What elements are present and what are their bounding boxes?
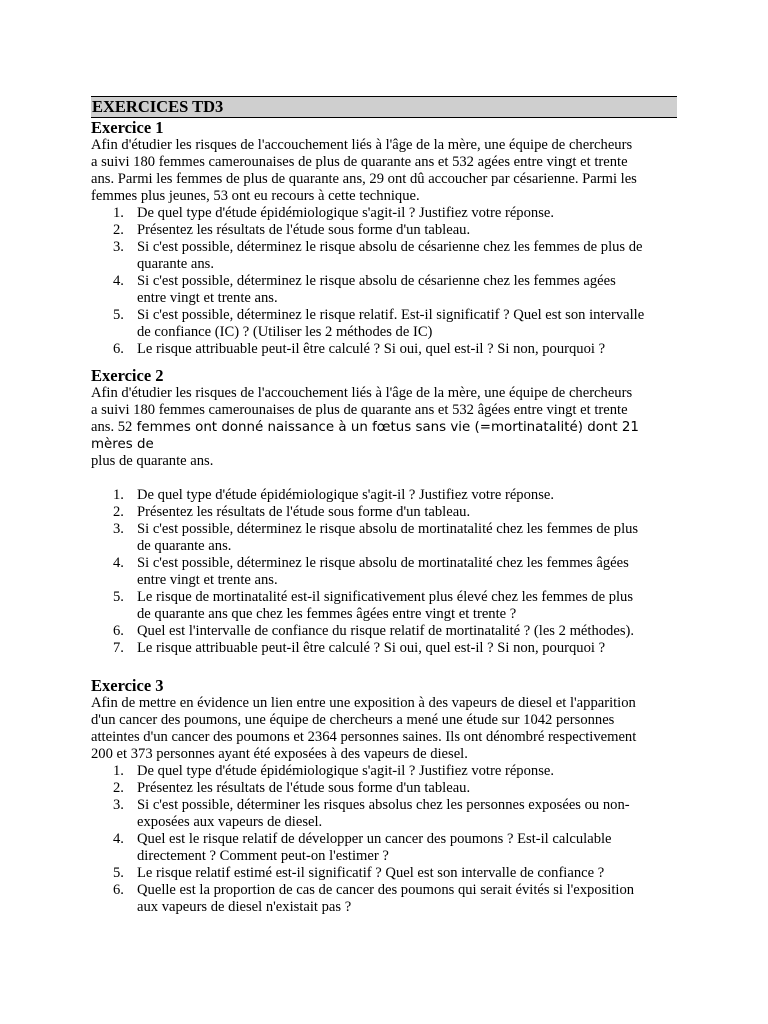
- question-line: De quel type d'étude épidémiologique s'agit-il ? Justifiez votre réponse.: [137, 487, 555, 503]
- question-item: [91, 487, 677, 504]
- question-line: de quarante ans.: [137, 538, 232, 554]
- question-item: [91, 780, 677, 797]
- question-number: 3.: [113, 239, 124, 255]
- question-number: 4.: [113, 831, 124, 847]
- question-item: [91, 222, 677, 239]
- intro-line: a suivi 180 femmes camerounaises de plus de quarante ans et 532 âgées entre vingt et trente: [91, 402, 628, 418]
- question-line: quarante ans.: [137, 256, 214, 272]
- exercise-title: Exercice 1: [91, 118, 164, 137]
- question-number: 3.: [113, 521, 124, 537]
- question-line: Si c'est possible, déterminez le risque absolu de mortinatalité chez les femmes de plus: [137, 521, 639, 537]
- question-line: Si c'est possible, déterminez le risque absolu de césarienne chez les femmes agées: [137, 273, 616, 289]
- question-line: Présentez les résultats de l'étude sous forme d'un tableau.: [137, 222, 471, 238]
- page-title: EXERCICES TD3: [91, 96, 677, 118]
- question-line: Quel est l'intervalle de confiance du risque relatif de mortinatalité ? (les 2 méthodes).: [137, 623, 635, 639]
- question-item: [91, 504, 677, 521]
- question-line: aux vapeurs de diesel n'existait pas ?: [137, 899, 352, 915]
- intro-line: a suivi 180 femmes camerounaises de plus de quarante ans et 532 agées entre vingt et trente: [91, 154, 628, 170]
- question-number: 2.: [113, 222, 124, 238]
- question-line: entre vingt et trente ans.: [137, 572, 278, 588]
- document-content: [91, 96, 677, 916]
- spacer: [91, 470, 677, 487]
- exercise-1: [91, 118, 677, 358]
- intro-line-tail: femmes ont donné naissance à un fœtus sans vie (=mortinatalité) dont 21 mères de: [91, 420, 639, 452]
- question-list: [91, 487, 677, 657]
- intro-line: d'un cancer des poumons, une équipe de chercheurs a mené une étude sur 1042 personnes: [91, 712, 615, 728]
- intro-line: Afin de mettre en évidence un lien entre une exposition à des vapeurs de diesel et l'apparition: [91, 695, 636, 711]
- question-number: 6.: [113, 882, 124, 898]
- question-number: 3.: [113, 797, 124, 813]
- intro-line: Afin d'étudier les risques de l'accouchement liés à l'âge de la mère, une équipe de chercheurs: [91, 137, 633, 153]
- question-line: Si c'est possible, déterminez le risque absolu de mortinatalité chez les femmes âgées: [137, 555, 629, 571]
- question-item: [91, 640, 677, 657]
- question-item: [91, 205, 677, 222]
- intro-line: femmes plus jeunes, 53 ont eu recours à cette technique.: [91, 188, 420, 204]
- question-line: Quel est le risque relatif de développer un cancer des poumons ? Est-il calculable: [137, 831, 612, 847]
- question-item: [91, 797, 677, 831]
- question-number: 1.: [113, 487, 124, 503]
- question-number: 7.: [113, 640, 124, 656]
- exercise-title: Exercice 2: [91, 366, 164, 385]
- intro-line: atteintes d'un cancer des poumons et 2364 personnes saines. Ils ont dénombré respectivement: [91, 729, 637, 745]
- question-line: de quarante ans que chez les femmes âgées entre vingt et trente ?: [137, 606, 517, 622]
- question-item: [91, 589, 677, 623]
- question-item: [91, 273, 677, 307]
- exercise-intro: [91, 385, 677, 470]
- question-number: 2.: [113, 780, 124, 796]
- question-number: 1.: [113, 205, 124, 221]
- question-line: Présentez les résultats de l'étude sous forme d'un tableau.: [137, 780, 471, 796]
- question-line: directement ? Comment peut-on l'estimer ?: [137, 848, 389, 864]
- question-number: 4.: [113, 273, 124, 289]
- intro-line: plus de quarante ans.: [91, 453, 214, 469]
- question-item: [91, 623, 677, 640]
- question-list: [91, 205, 677, 358]
- question-item: [91, 763, 677, 780]
- question-number: 4.: [113, 555, 124, 571]
- question-line: De quel type d'étude épidémiologique s'agit-il ? Justifiez votre réponse.: [137, 763, 555, 779]
- intro-line: 200 et 373 personnes ayant été exposées à des vapeurs de diesel.: [91, 746, 468, 762]
- question-line: de confiance (IC) ? (Utiliser les 2 méthodes de IC): [137, 324, 433, 340]
- question-item: [91, 307, 677, 341]
- exercise-3: [91, 676, 677, 916]
- intro-line-start: ans. 52: [91, 419, 133, 435]
- question-line: De quel type d'étude épidémiologique s'agit-il ? Justifiez votre réponse.: [137, 205, 555, 221]
- question-item: [91, 341, 677, 358]
- question-item: [91, 521, 677, 555]
- intro-line: Afin d'étudier les risques de l'accouchement liés à l'âge de la mère, une équipe de chercheurs: [91, 385, 633, 401]
- question-line: Présentez les résultats de l'étude sous forme d'un tableau.: [137, 504, 471, 520]
- spacer: [91, 657, 677, 676]
- exercise-intro: [91, 695, 677, 763]
- question-line: Le risque de mortinatalité est-il significativement plus élevé chez les femmes de plus: [137, 589, 634, 605]
- intro-line: ans. Parmi les femmes de plus de quarante ans, 29 ont dû accoucher par césarienne. Parmi les: [91, 171, 637, 187]
- question-line: Le risque attribuable peut-il être calculé ? Si oui, quel est-il ? Si non, pourquoi ?: [137, 640, 606, 656]
- question-line: entre vingt et trente ans.: [137, 290, 278, 306]
- question-item: [91, 555, 677, 589]
- exercise-2: [91, 366, 677, 657]
- question-number: 6.: [113, 341, 124, 357]
- question-number: 6.: [113, 623, 124, 639]
- question-number: 2.: [113, 504, 124, 520]
- question-line: exposées aux vapeurs de diesel.: [137, 814, 323, 830]
- question-item: [91, 865, 677, 882]
- question-line: Si c'est possible, déterminer les risques absolus chez les personnes exposées ou non-: [137, 797, 630, 813]
- question-item: [91, 239, 677, 273]
- question-number: 5.: [113, 307, 124, 323]
- question-line: Si c'est possible, déterminez le risque absolu de césarienne chez les femmes de plus de: [137, 239, 643, 255]
- question-number: 1.: [113, 763, 124, 779]
- question-list: [91, 763, 677, 916]
- question-line: Quelle est la proportion de cas de cancer des poumons qui serait évités si l'exposition: [137, 882, 635, 898]
- exercise-intro: [91, 137, 677, 205]
- question-line: Si c'est possible, déterminez le risque relatif. Est-il significatif ? Quel est son intervalle: [137, 307, 645, 323]
- spacer: [91, 358, 677, 366]
- question-number: 5.: [113, 865, 124, 881]
- question-item: [91, 882, 677, 916]
- question-line: Le risque relatif estimé est-il significatif ? Quel est son intervalle de confiance ?: [137, 865, 605, 881]
- question-number: 5.: [113, 589, 124, 605]
- question-item: [91, 831, 677, 865]
- question-line: Le risque attribuable peut-il être calculé ? Si oui, quel est-il ? Si non, pourquoi ?: [137, 341, 606, 357]
- exercise-title: Exercice 3: [91, 676, 164, 695]
